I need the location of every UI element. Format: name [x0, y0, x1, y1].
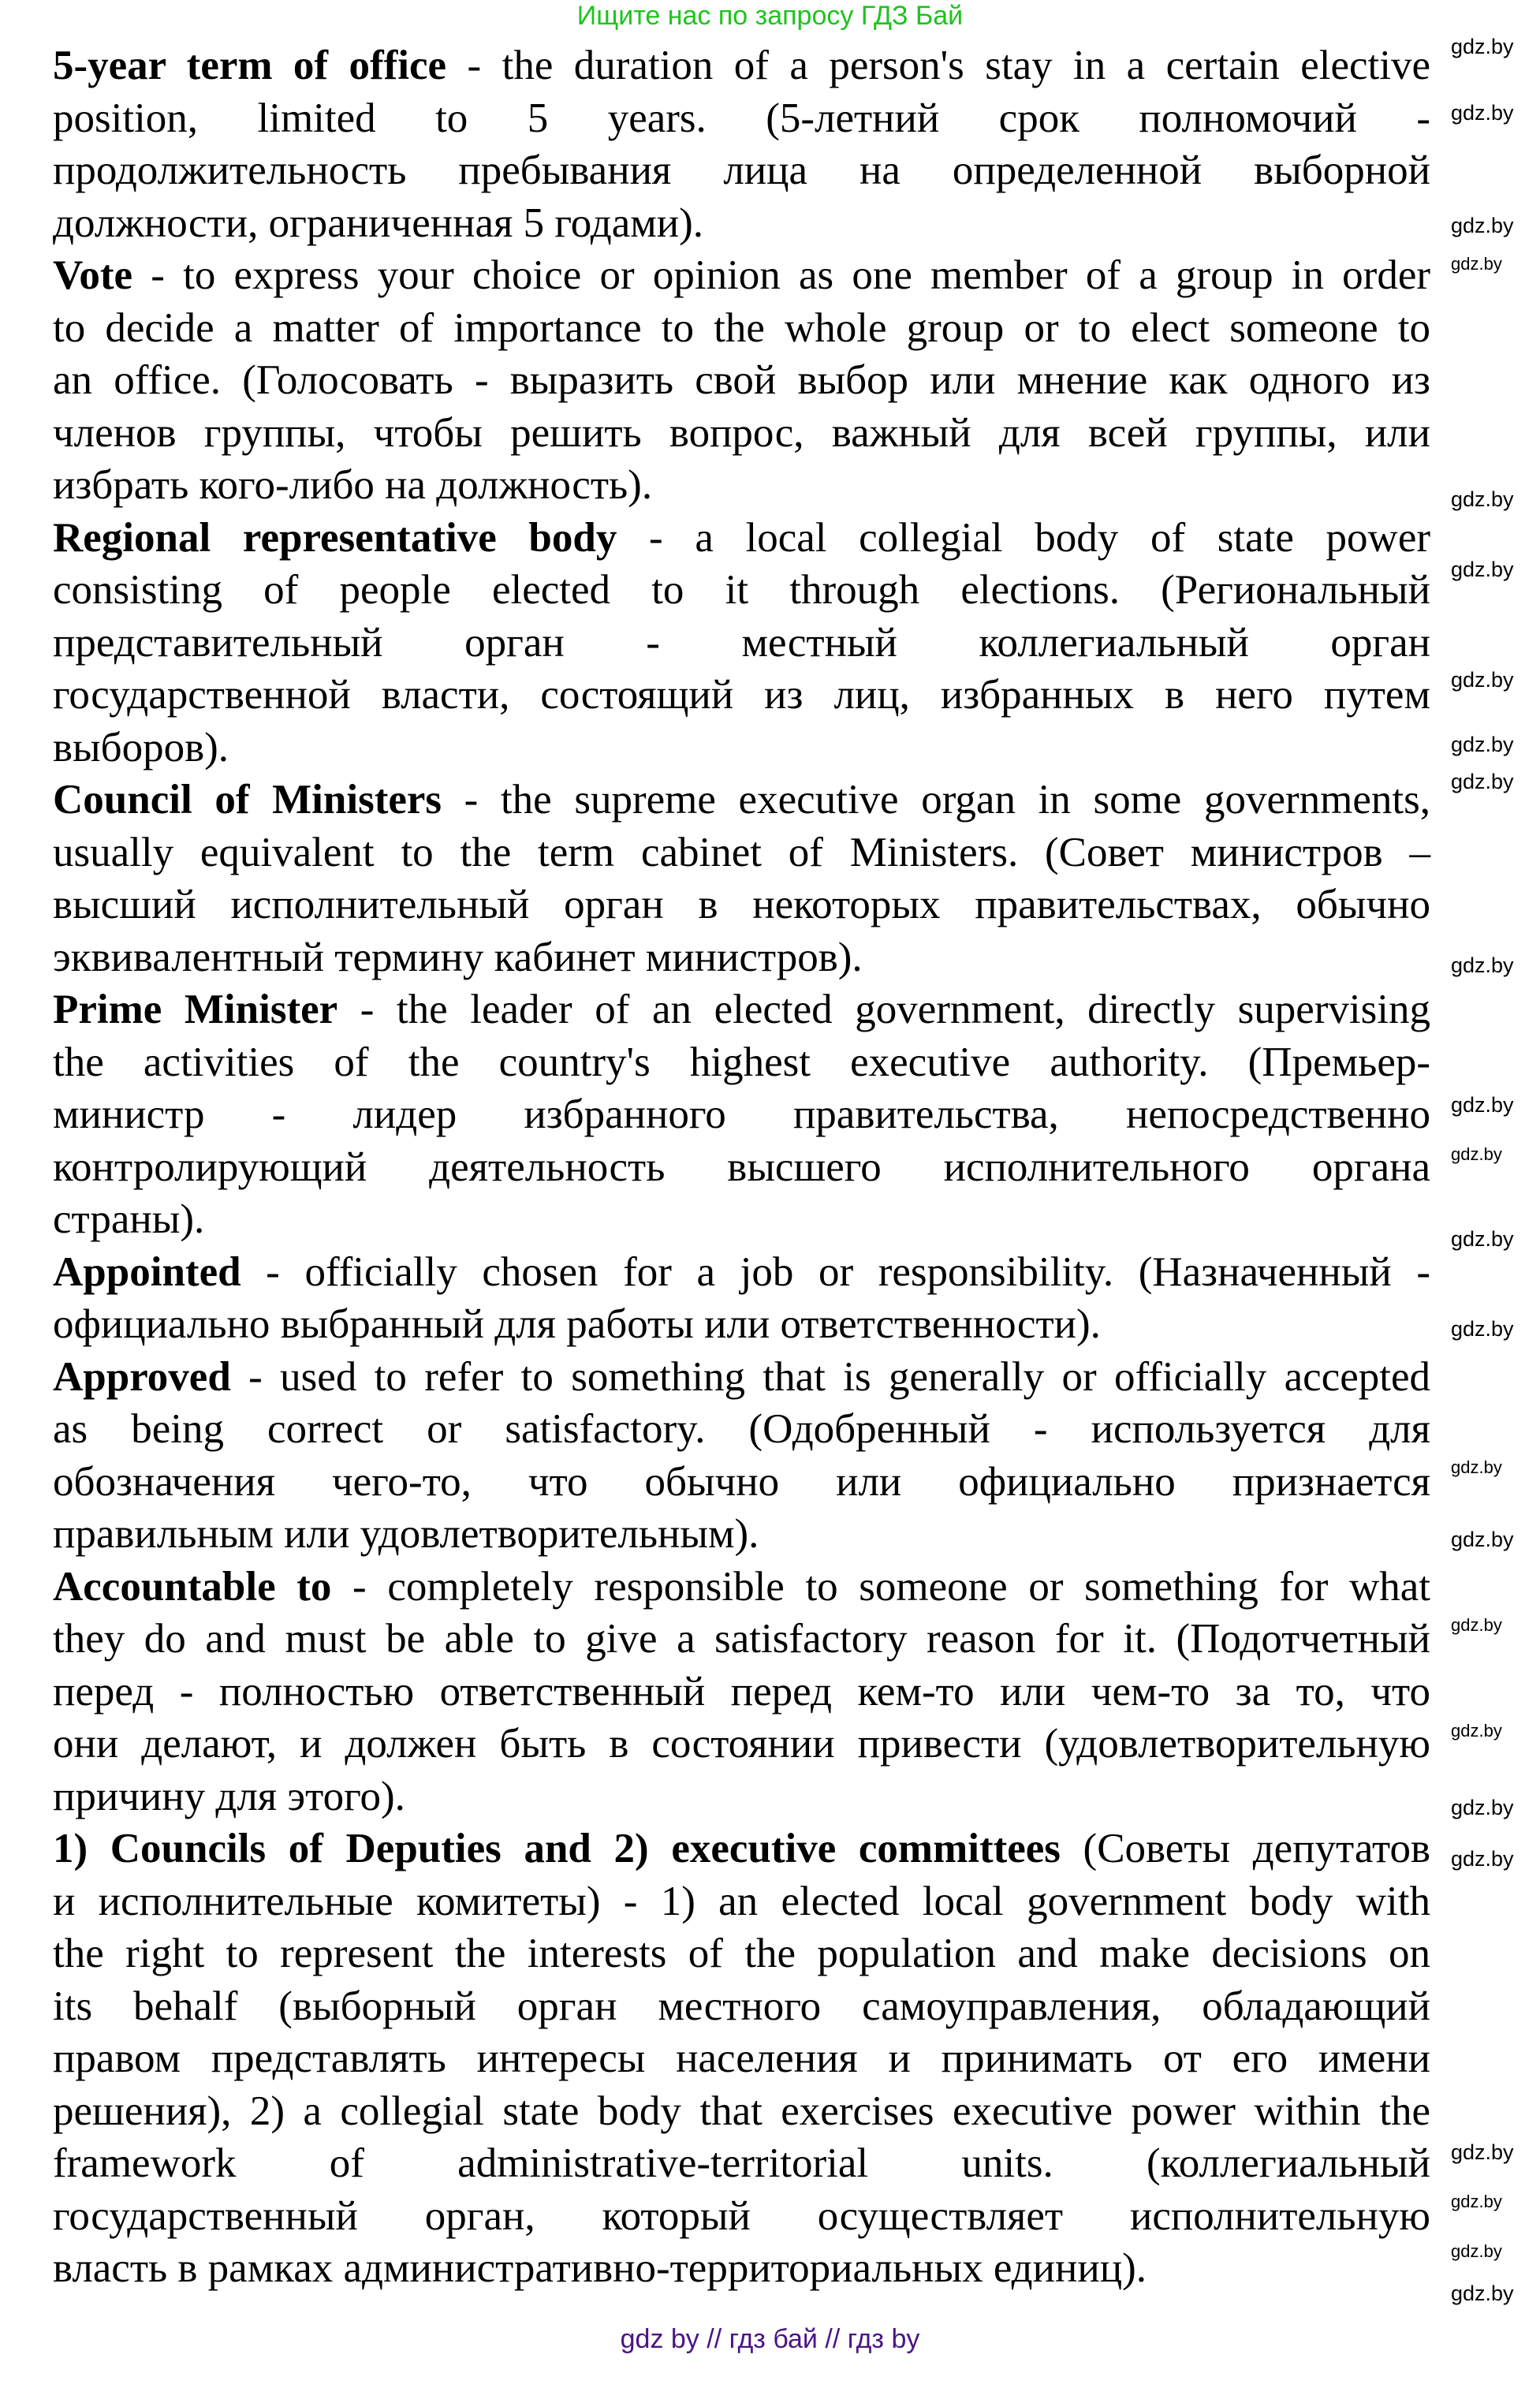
definition-text: its behalf (выборный орган местного самоуправления, обладающий [53, 1983, 1430, 2029]
text-line [53, 617, 1430, 670]
watermark: gdz.by [1451, 2192, 1502, 2211]
text-line [53, 2190, 1430, 2243]
text-line [53, 983, 1430, 1036]
watermark: gdz.by [1451, 953, 1514, 977]
watermark: gdz.by [1451, 1528, 1514, 1551]
definition-text: продолжительность пребывания лица на определенной выборной [53, 147, 1430, 193]
text-line [53, 1718, 1430, 1770]
watermark: gdz.by [1451, 2282, 1514, 2305]
definition-text: - the duration of a person's stay in a certain elective [446, 43, 1430, 88]
text-line [53, 1141, 1430, 1194]
definition-text: - the leader of an elected government, directly supervising [337, 987, 1430, 1032]
watermark: gdz.by [1451, 1093, 1514, 1117]
definition-text: членов группы, чтобы решить вопрос, важный для всей группы, или [53, 409, 1430, 456]
text-line [53, 1875, 1430, 1928]
watermark: gdz.by [1451, 487, 1514, 511]
text-line [53, 1613, 1430, 1666]
text-line [53, 512, 1430, 565]
definition-text: представительный орган - местный коллегиальный орган [53, 619, 1430, 666]
definition-text: usually equivalent to the term cabinet of Ministers. (Совет министров – [53, 829, 1430, 875]
text-line [53, 1088, 1430, 1141]
text-line [53, 826, 1430, 879]
text-line [53, 144, 1430, 197]
text-line [53, 2085, 1430, 2138]
text-line [53, 879, 1430, 931]
text-line [53, 302, 1430, 355]
definition-text: страны). [53, 1196, 205, 1242]
text-line [53, 1036, 1430, 1089]
definition-text: высший исполнительный орган в некоторых правительствах, обычно [53, 882, 1430, 927]
definition-text: избрать кого-либо на должность). [53, 462, 653, 508]
definition-text: государственной власти, состоящий из лиц, избранных в него путем [53, 672, 1430, 718]
text-line [53, 1193, 1430, 1246]
definition-text: to decide a matter of importance to the whole group or to elect someone to [53, 304, 1430, 351]
watermark: gdz.by [1451, 1847, 1514, 1871]
text-line [53, 1298, 1430, 1351]
text-line [53, 669, 1430, 722]
definition-text: - used to refer to something that is generally or officially accepted [230, 1353, 1430, 1400]
text-line [53, 1351, 1430, 1404]
glossary-term: Approved [53, 1353, 231, 1400]
definition-text: position, limited to 5 years. (5-летний срок полномочий - [53, 95, 1430, 141]
glossary-term: Prime Minister [53, 987, 338, 1032]
text-line [53, 1403, 1430, 1456]
watermark: gdz.by [1451, 254, 1502, 274]
text-line [53, 1770, 1430, 1823]
text-line [53, 1456, 1430, 1509]
text-line [53, 564, 1430, 617]
definition-text: - to express your choice or opinion as one member of a group in order [132, 252, 1430, 298]
definition-text: министр - лидер избранного правительства, непосредственно [53, 1091, 1430, 1137]
text-line [53, 1508, 1430, 1561]
watermark: gdz.by [1451, 1615, 1502, 1635]
text-line [53, 931, 1430, 984]
definition-text: обозначения чего-то, что обычно или официально признается [53, 1458, 1430, 1505]
text-line [53, 1823, 1430, 1875]
glossary-term: Accountable to [53, 1563, 332, 1610]
text-line [53, 2032, 1430, 2085]
definition-text: consisting of people elected to it through elections. (Региональный [53, 567, 1430, 613]
text-line [53, 249, 1430, 302]
definition-text: (Советы депутатов [1060, 1826, 1431, 1871]
text-line [53, 407, 1430, 460]
definition-text: выборов). [53, 724, 229, 771]
watermark: gdz.by [1451, 558, 1514, 581]
text-line [53, 1561, 1430, 1614]
definition-text: правильным или удовлетворительным). [53, 1511, 759, 1557]
definition-text: - completely responsible to someone or something for what [331, 1563, 1430, 1610]
definition-text: the activities of the country's highest executive authority. (Премьер- [53, 1039, 1430, 1085]
text-line [53, 774, 1430, 826]
footer-banner: gdz by // гдз бай // гдз by [620, 2323, 920, 2354]
watermark: gdz.by [1451, 1317, 1514, 1341]
watermark: gdz.by [1451, 214, 1514, 237]
glossary-term: Appointed [53, 1248, 241, 1295]
text-line [53, 2137, 1430, 2190]
text-line [53, 197, 1430, 250]
definition-text: государственный орган, который осуществляет исполнительную [53, 2192, 1430, 2239]
watermark: gdz.by [1451, 668, 1514, 692]
watermark: gdz.by [1451, 1721, 1502, 1741]
definition-text: they do and must be able to give a satisfactory reason for it. (Подотчетный [53, 1616, 1430, 1662]
watermark: gdz.by [1451, 2241, 1502, 2261]
text-line [53, 1980, 1430, 2033]
definition-text: an office. (Голосовать - выразить свой выбор или мнение как одного из [53, 357, 1430, 403]
glossary-body [53, 36, 1430, 2295]
watermark: gdz.by [1451, 1796, 1514, 1819]
definition-text: - the supreme executive organ in some governments, [442, 777, 1430, 823]
glossary-term: Vote [53, 252, 133, 298]
definition-text: они делают, и должен быть в состоянии привести (удовлетворительную [53, 1721, 1430, 1767]
definition-text: the right to represent the interests of the population and make decisions on [53, 1931, 1430, 1976]
definition-text: - officially chosen for a job or responsibility. (Назначенный - [241, 1248, 1430, 1295]
text-line [53, 1666, 1430, 1718]
text-line [53, 722, 1430, 774]
definition-text: и исполнительные комитеты) - 1) an elected local government body with [53, 1878, 1430, 1924]
glossary-term: 5-year term of office [53, 43, 447, 88]
definition-text: причину для этого). [53, 1773, 405, 1819]
definition-text: правом представлять интересы населения и принимать от его имени [53, 2035, 1430, 2081]
watermark: gdz.by [1451, 1144, 1502, 1164]
glossary-term: Council of Ministers [53, 777, 442, 823]
watermark: gdz.by [1451, 733, 1514, 756]
definition-text: официально выбранный для работы или ответственности). [53, 1301, 1101, 1347]
text-line [53, 92, 1430, 145]
text-line [53, 1927, 1430, 1980]
watermark: gdz.by [1451, 35, 1514, 58]
text-line [53, 354, 1430, 407]
header-banner: Ищите нас по запросу ГДЗ Бай [576, 1, 964, 31]
definition-text: эквивалентный термину кабинет министров). [53, 934, 863, 980]
definition-text: framework of administrative-territorial units. (коллегиальный [53, 2140, 1430, 2186]
watermark: gdz.by [1451, 770, 1514, 793]
watermark: gdz.by [1451, 1227, 1514, 1251]
definition-text: as being correct or satisfactory. (Одобренный - используется для [53, 1406, 1430, 1452]
glossary-term: Regional representative body [53, 514, 617, 561]
watermark: gdz.by [1451, 2140, 1514, 2164]
definition-text: должности, ограниченная 5 годами). [53, 200, 704, 246]
definition-text: контролирующий деятельность высшего исполнительного органа [53, 1144, 1430, 1190]
text-line [53, 1246, 1430, 1299]
watermark: gdz.by [1451, 101, 1514, 125]
text-line [53, 2242, 1430, 2295]
text-line [53, 459, 1430, 512]
glossary-term: 1) Councils of Deputies and 2) executive committees [53, 1826, 1061, 1871]
text-line [53, 39, 1430, 92]
definition-text: перед - полностью ответственный перед кем-то или чем-то за то, что [53, 1668, 1430, 1715]
definition-text: - a local collegial body of state power [617, 514, 1430, 561]
definition-text: власть в рамках административно-территориальных единиц). [53, 2245, 1147, 2291]
definition-text: решения), 2) a collegial state body that exercises executive power within the [53, 2088, 1430, 2134]
watermark: gdz.by [1451, 1457, 1502, 1477]
